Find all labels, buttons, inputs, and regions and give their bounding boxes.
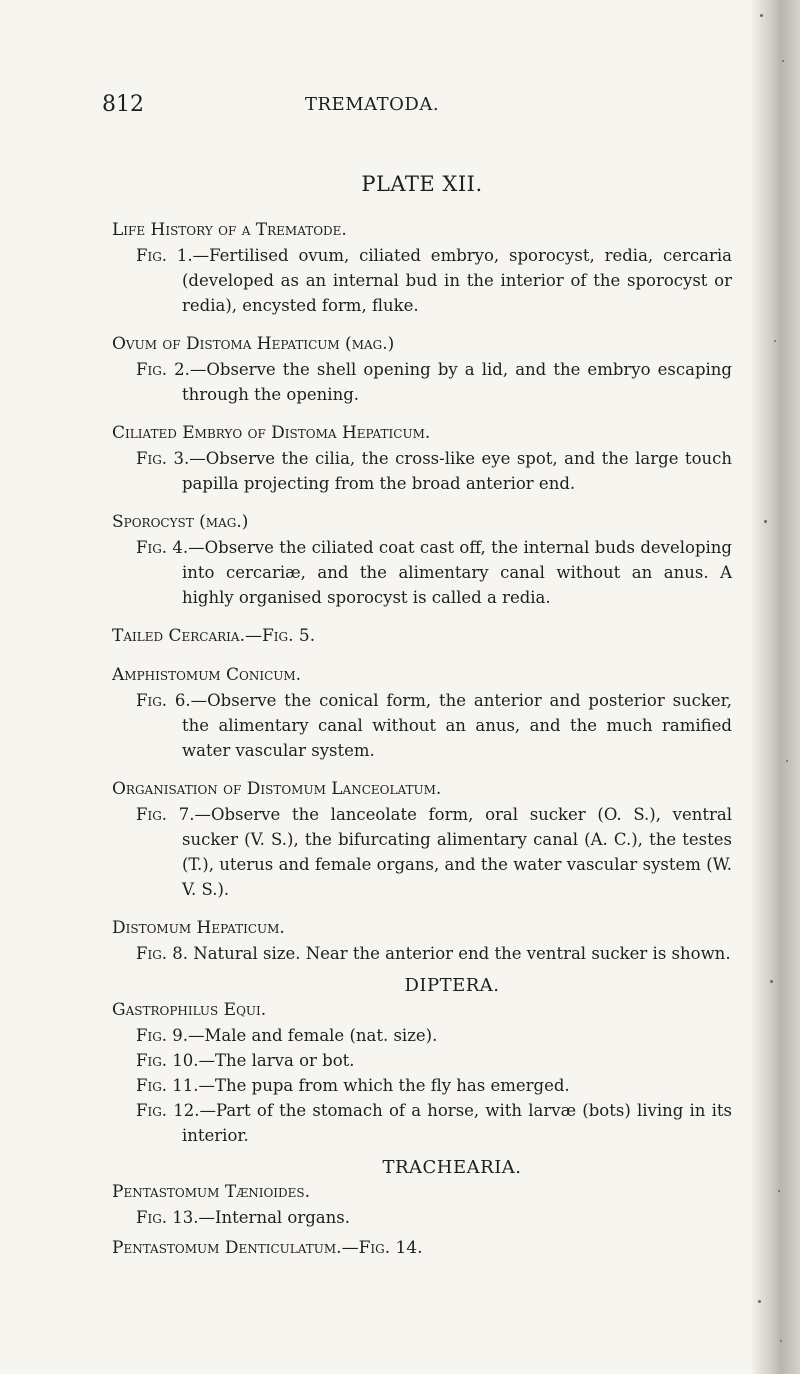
figure-text: —Internal organs.: [198, 1208, 350, 1227]
figure-label: Fig. 12.: [136, 1101, 200, 1120]
section-heading: Life History of a Trematode.: [112, 220, 347, 240]
section-ovum: [112, 332, 732, 407]
figure-caption: [136, 535, 732, 610]
section-heading: Gastrophilus Equi.: [112, 1000, 267, 1020]
section-heading: Sporocyst (mag.): [112, 512, 249, 532]
section-heading: Amphistomum Conicum.: [112, 665, 302, 685]
figure-label: Fig. 11.: [136, 1076, 199, 1095]
figure-text: —Observe the cilia, the cross-like eye spot, and the large touch papilla projecting from the broad anterior end.: [182, 449, 732, 493]
plate-title: PLATE XII.: [361, 172, 483, 196]
figure-text: —Fertilised ovum, ciliated embryo, sporocyst, redia, cercaria (developed as an internal bud in the interior of the sporocyst or redia), encysted form, fluke.: [182, 246, 732, 315]
figure-label: Fig. 8.: [136, 944, 189, 963]
figure-caption: [136, 1098, 732, 1148]
figure-label: Fig. 2.: [136, 360, 190, 379]
plate-description: [112, 172, 732, 1275]
section-pentastomum-taenioides: [112, 1180, 732, 1230]
figure-label: Fig. 4.: [136, 538, 189, 557]
figure-caption: [136, 1205, 732, 1230]
section-life-history: [112, 218, 732, 318]
section-heading: Distomum Hepaticum.: [112, 918, 285, 938]
figure-label: Fig. 3.: [136, 449, 190, 468]
section-heading: Ciliated Embryo of Distoma Hepaticum.: [112, 423, 431, 443]
section-distomum-lanceolatum: [112, 777, 732, 902]
section-tailed-cercaria: [112, 624, 732, 649]
section-heading: Organisation of Distomum Lanceolatum.: [112, 779, 442, 799]
figure-text: —Observe the lanceolate form, oral sucker (O. S.), ventral sucker (V. S.), the bifurcating alimentary canal (A. C.), the testes (T.), uterus and female organs, and the water vascular system (W. V. S.).: [182, 805, 733, 899]
figure-label: Fig. 1.: [136, 246, 193, 265]
edge-speck: [774, 340, 776, 342]
edge-speck: [780, 1340, 782, 1342]
section-pentastomum-denticulatum: [112, 1236, 732, 1261]
section-ciliated-embryo: [112, 421, 732, 496]
section-amphistomum: [112, 663, 732, 763]
figure-label: Fig. 6.: [136, 691, 191, 710]
figure-text: —The larva or bot.: [198, 1051, 355, 1070]
page-number: 812: [102, 92, 144, 117]
figure-caption: [136, 243, 732, 318]
figure-caption: [136, 1048, 732, 1073]
section-heading: Tailed Cercaria.—Fig. 5.: [112, 626, 316, 646]
figure-label: Fig. 13.: [136, 1208, 199, 1227]
figure-text: —Male and female (nat. size).: [188, 1026, 438, 1045]
figure-caption: [136, 802, 732, 902]
section-heading: Ovum of Distoma Hepaticum (mag.): [112, 334, 395, 354]
group-title-diptera: DIPTERA.: [404, 975, 500, 996]
edge-speck: [758, 1300, 761, 1303]
section-sporocyst: [112, 510, 732, 610]
figure-label: Fig. 9.: [136, 1026, 189, 1045]
figure-text: —Part of the stomach of a horse, with larvæ (bots) living in its interior.: [182, 1101, 732, 1145]
group-title-trachearia: TRACHEARIA.: [382, 1157, 522, 1178]
section-distomum-hepaticum: [112, 916, 732, 966]
figure-text: Natural size. Near the anterior end the ventral sucker is shown.: [188, 944, 731, 963]
edge-speck: [760, 14, 763, 17]
running-title: TREMATODA.: [305, 94, 440, 115]
edge-speck: [786, 760, 788, 762]
figure-text: —Observe the shell opening by a lid, and the embryo escaping through the opening.: [182, 360, 732, 404]
figure-text: —Observe the ciliated coat cast off, the internal buds developing into cercariæ, and the alimentary canal without an anus. A highly organised sporocyst is called a redia.: [182, 538, 732, 607]
edge-speck: [770, 980, 773, 983]
figure-text: —Observe the conical form, the anterior and posterior sucker, the alimentary canal without an anus, and the much ramified water vascular system.: [182, 691, 733, 760]
figure-caption: [136, 688, 732, 763]
edge-speck: [778, 1190, 780, 1192]
edge-speck: [764, 520, 767, 523]
figure-caption: [136, 446, 732, 496]
figure-label: Fig. 10.: [136, 1051, 199, 1070]
section-gastrophilus: [112, 998, 732, 1148]
figure-caption: [136, 941, 732, 966]
page-header: [0, 92, 700, 120]
figure-label: Fig. 7.: [136, 805, 195, 824]
figure-caption: [136, 1023, 732, 1048]
figure-caption: [136, 1073, 732, 1098]
edge-speck: [782, 60, 784, 62]
figure-caption: [136, 357, 732, 407]
section-heading: Pentastomum Tænioides.: [112, 1182, 311, 1202]
scanned-page-edge: [752, 0, 800, 1374]
section-heading: Pentastomum Denticulatum.—Fig. 14.: [112, 1238, 423, 1258]
figure-text: —The pupa from which the fly has emerged.: [198, 1076, 570, 1095]
